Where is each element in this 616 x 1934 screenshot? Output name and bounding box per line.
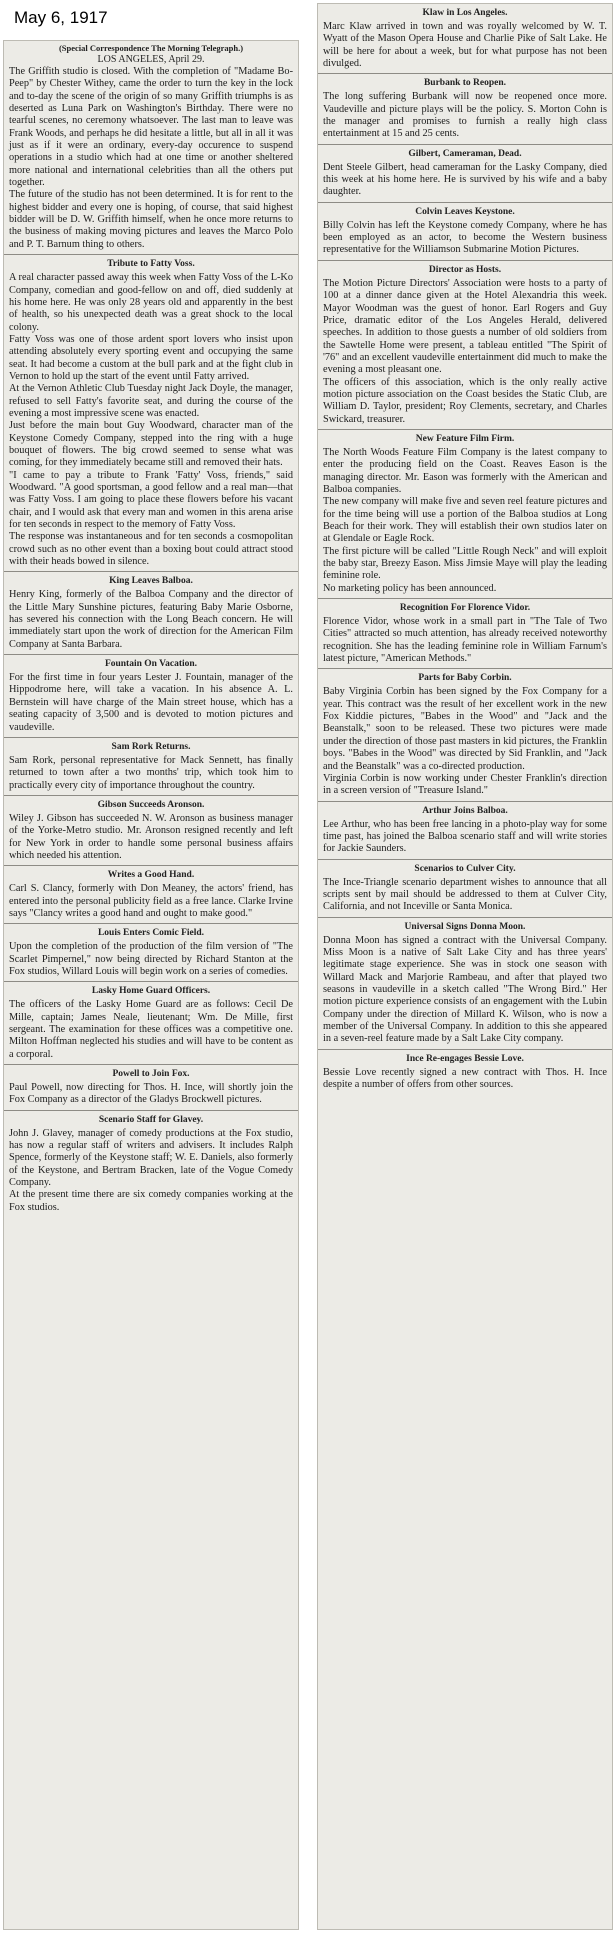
article-body	[9, 813, 293, 862]
article-northwoods	[318, 430, 612, 599]
paragraph: Florence Vidor, whose work in a small part in "The Tale of Two Cities" attracted so much attention, has already received noteworthy recognition. She has the leading feminine role in William Farnum's latest picture, "American Methods."	[323, 616, 607, 665]
article-headline: Powell to Join Fox.	[112, 1069, 190, 1080]
paragraph: The new company will make five and seven reel feature pictures and for the time being will use a portion of the Balboa studios at Long Beach for their work. They will establish their own studios later on at Glendale or Eagle Rock.	[323, 496, 607, 545]
article-headline: King Leaves Balboa.	[109, 576, 193, 587]
article-klaw	[318, 4, 612, 74]
article-headline: Gilbert, Cameraman, Dead.	[408, 148, 522, 159]
dateline: LOS ANGELES, April 29.	[97, 54, 205, 65]
page-date: May 6, 1917	[14, 8, 108, 27]
article-headline: Recognition For Florence Vidor.	[399, 603, 531, 614]
paragraph: A real character passed away this week when Fatty Voss of the L-Ko Company, comedian and good-fellow on and off, died suddenly at his home here. He was only 28 years old and apparently in the best of health, so his unexpected death was a great shock to the local colony.	[9, 272, 293, 333]
paragraph: Donna Moon has signed a contract with the Universal Company. Miss Moon is a native of Salt Lake City and has three years' legitimate stage experience. She was in stock one season with Willard Mack and Marjorie Rambeau, and after that played two seasons in vaudeville in a sketch called "The Wrong Bird." Her motion picture experience consists of an engagement with the Lubin Company under the direction of Millard K. Wilson, who is now a member of the Universal Company. In addition to this she appeared in a seven-reel feature made by a Salt Lake City company.	[323, 934, 607, 1045]
article-body	[323, 278, 607, 426]
article-powell	[4, 1065, 298, 1111]
article-headline: Colvin Leaves Keystone.	[415, 206, 515, 217]
article-arthur	[318, 802, 612, 860]
paragraph: Dent Steele Gilbert, head cameraman for the Lasky Company, died this week at his home here. He is survived by his wife and a baby daughter.	[323, 161, 607, 198]
article-body	[9, 272, 293, 568]
paragraph: The officers of the Lasky Home Guard are as follows: Cecil De Mille, captain; James Neale, lieutenant; Wm. De Mille, first sergeant. The examination for these offices was a competitive one. Milton Hoffman neglected his studies and will have to be content as a corporal.	[9, 999, 293, 1060]
article-moon	[318, 918, 612, 1050]
article-body	[323, 162, 607, 199]
paragraph: Baby Virginia Corbin has been signed by the Fox Company for a year. This contract was the result of her excellent work in the new Fox Kiddie pictures, "Babes in the Wood" and "Jack and the Beanstalk," soon to be released. These two pictures were made under the direction of those past masters in kid pictures, the Franklin boys. "Babes in the Wood" was directed by Sid Franklin, and "Jack and the Beanstalk" was a co-directed production.	[323, 686, 607, 772]
article-headline: Parts for Baby Corbin.	[418, 673, 512, 684]
paragraph: Sam Rork, personal representative for Mack Sennett, has finally returned to town after a two months' trip, which took him to practically every city of importance throughout the country.	[9, 754, 293, 791]
article-body	[9, 589, 293, 651]
paragraph: The officers of this association, which is the only really active motion picture association on the Coast besides the Static Club, are William D. Taylor, president; Roy Clements, secretary, and Charles Swickard, treasurer.	[323, 376, 607, 425]
paragraph: The Ince-Triangle scenario department wishes to announce that all scripts sent by mail should be addressed to them at Culver City, California, and not Inceville or Santa Monica.	[323, 876, 607, 913]
article-body	[323, 91, 607, 140]
article-body	[9, 999, 293, 1061]
article-body	[9, 755, 293, 792]
paragraph: Just before the main bout Guy Woodward, character man of the Keystone Comedy Company, stepped into the ring with a huge bouquet of flowers. The big crowd seemed to sense what was coming, for they immediately became still and removed their hats.	[9, 420, 293, 469]
article-headline: Scenarios to Culver City.	[414, 863, 516, 874]
article-headline: Director as Hosts.	[428, 264, 502, 275]
paragraph: Henry King, formerly of the Balboa Company and the director of the Little Mary Sunshine pictures, featuring Baby Marie Osborne, has severed his connection with the Long Beach concern. He will immediately start upon the work of direction for the American Film Company at Santa Barbara.	[9, 589, 293, 650]
article-headline: Scenario Staff for Glavey.	[98, 1114, 204, 1125]
right-column	[317, 3, 613, 1930]
article-clancy	[4, 866, 298, 924]
paragraph: Bessie Love recently signed a new contract with Thos. H. Ince despite a number of offers from other sources.	[323, 1066, 607, 1091]
paragraph: At the Vernon Athletic Club Tuesday night Jack Doyle, the manager, refused to sell Fatty's favorite seat, and during the course of the evening a most impressive scene was enacted.	[9, 383, 293, 419]
paragraph: Carl S. Clancy, formerly with Don Meaney, the actors' friend, has entered into the personal publicity field as a free lance. Clarke Irvine says "Clancy writes a good hand and ought to make good."	[9, 883, 293, 919]
article-directors	[318, 261, 612, 430]
article-griffith	[4, 41, 298, 255]
article-body	[9, 883, 293, 920]
article-headline: Ince Re-engages Bessie Love.	[406, 1053, 524, 1064]
article-burbank	[318, 74, 612, 144]
article-headline: Writes a Good Hand.	[107, 870, 195, 881]
article-body	[323, 447, 607, 595]
article-headline: Tribute to Fatty Voss.	[107, 259, 195, 270]
article-body	[323, 935, 607, 1046]
article-glavey	[4, 1111, 298, 1217]
article-fatty-voss	[4, 255, 298, 572]
paragraph: The long suffering Burbank will now be reopened once more. Vaudeville and picture plays will be the policy. S. Morton Cohn is the manager and promises to furnish a really high class entertainment at 15 and 25 cents.	[323, 91, 607, 140]
paragraph: The response was instantaneous and for ten seconds a cosmopolitan crowd such as no other event than a boxing bout could attract stood with their heads bowed in silence.	[9, 531, 293, 568]
paragraph: For the first time in four years Lester J. Fountain, manager of the Hippodrome here, will take a vacation. In his absence A. L. Bernstein will have charge of the Main street house, which has a seating capacity of 3,500 and is devoted to motion pictures and vaudeville.	[9, 672, 293, 733]
article-headline: New Feature Film Firm.	[415, 433, 515, 444]
paragraph: The North Woods Feature Film Company is the latest company to enter the producing field on the Coast. Reaves Eason is the managing director. Mr. Eason was formerly with the American and Balboa companies.	[323, 446, 607, 495]
paragraph: Paul Powell, now directing for Thos. H. Ince, will shortly join the Fox Company as a director of the Gladys Brockwell pictures.	[9, 1082, 293, 1106]
paragraph: The Motion Picture Directors' Association were hosts to a party of 100 at a dinner dance given at the Hotel Alexandria this week. Mayor Woodman was the guest of honor. Earl Rogers and Guy Price, dramatic editor of the Los Angeles Herald, delivered speeches. In addition to those guests a number of old soldiers from the Sawtelle Home were present, a tableau entitled "The Spirit of '76" and an excellent vaudeville entertainment did much to make the evening a most pleasant one.	[323, 277, 607, 376]
article-headline: Fountain On Vacation.	[104, 659, 198, 670]
paragraph: Marc Klaw arrived in town and was royally welcomed by W. T. Wyatt of the Mason Opera House and Charlie Pike of Salt Lake. He will be here for about a week, but for what purpose has not been divulged.	[323, 21, 607, 70]
paragraph: The future of the studio has not been determined. It is for rent to the highest bidder and every one is hoping, of course, that said highest bidder will be D. W. Griffith himself, when he once more returns to the business of making moving pictures and leaves the Marco Polo and P. T. Barnum thing to others.	[9, 189, 293, 250]
article-rork	[4, 738, 298, 796]
article-headline: Arthur Joins Balboa.	[422, 805, 508, 816]
paragraph: Wiley J. Gibson has succeeded N. W. Aronson as business manager of the Yorke-Metro studio. Mr. Aronson resigned recently and left for New York in order to handle some personal business affairs which needed his attention.	[9, 812, 293, 861]
article-headline: Klaw in Los Angeles.	[422, 8, 508, 18]
paragraph: No marketing policy has been announced.	[323, 582, 497, 594]
paragraph: Virginia Corbin is now working under Chester Franklin's direction in a screen version of "Treasure Island."	[323, 772, 607, 797]
article-body	[9, 66, 293, 251]
article-body	[9, 1082, 293, 1107]
article-gibson	[4, 796, 298, 866]
article-headline: Burbank to Reopen.	[423, 78, 507, 89]
article-vidor	[318, 599, 612, 669]
article-body	[9, 1128, 293, 1214]
paragraph: The Griffith studio is closed. With the completion of "Madame Bo-Peep" by Chester Withey, came the order to turn the key in the lock and to-day the scene of the origin of so many Griffith triumphs is as deserted as Luna Park on Washington's Birthday. There were no tearful scenes, no ceremony whatsoever. The last man to leave was Frank Woods, and perhaps he did hesitate a little, but all in all it was just as if it were an ordinary, every-day occurence to suspend operations in a studio which had at one time or another sheltered more national and international celebrities than all the others put together.	[9, 66, 293, 189]
article-gilbert	[318, 145, 612, 203]
article-body	[323, 616, 607, 665]
article-lasky-guard	[4, 982, 298, 1065]
article-body	[9, 672, 293, 734]
article-fountain	[4, 655, 298, 738]
article-love	[318, 1050, 612, 1095]
article-body	[323, 686, 607, 797]
article-headline: Universal Signs Donna Moon.	[404, 921, 526, 932]
article-headline: Lasky Home Guard Officers.	[91, 986, 211, 997]
article-headline: Louis Enters Comic Field.	[97, 928, 205, 939]
paragraph: Lee Arthur, who has been free lancing in a photo-play way for some time past, has joined the Balboa scenario staff and will write stories for Jackie Saunders.	[323, 818, 607, 855]
correspondence-line: (Special Correspondence The Morning Telegraph.)	[58, 43, 244, 53]
article-body	[323, 21, 607, 70]
article-body	[323, 819, 607, 856]
article-headline: Sam Rork Returns.	[111, 741, 191, 752]
left-column	[3, 40, 299, 1930]
article-colvin	[318, 203, 612, 261]
article-louis	[4, 924, 298, 982]
article-corbin	[318, 669, 612, 801]
article-body	[323, 877, 607, 914]
paragraph: At the present time there are six comedy companies working at the Fox studios.	[9, 1189, 293, 1213]
paragraph: Billy Colvin has left the Keystone comedy Company, where he has been employed as an actor, to become the Western business representative for the Williamson Submarine Motion Pictures.	[323, 219, 607, 256]
paragraph: Fatty Voss was one of those ardent sport lovers who insist upon attending absolutely every sporting event and occupying the same seat. It had become a custom at the bull park and at the fight club in Vernon to hold up the start of the event until Fatty arrived.	[9, 333, 293, 382]
article-body	[9, 941, 293, 978]
article-culver	[318, 860, 612, 918]
paragraph: John J. Glavey, manager of comedy productions at the Fox studio, has now a regular staff of writers and advisers. It includes Ralph Spence, formerly of the Keystone staff; W. E. Daniels, also formerly of the Keystone, and Bertram Bracken, late of the Vogue Comedy Company.	[9, 1127, 293, 1189]
paragraph: Upon the completion of the production of the film version of "The Scarlet Pimpernel," now being directed by Richard Stanton at the Fox studios, Willard Louis will begin work on a series of comedies.	[9, 941, 293, 977]
paragraph: The first picture will be called "Little Rough Neck" and will exploit the baby star, Breezy Eason. Miss Jimsie Maye will play the leading feminine role.	[323, 545, 607, 582]
article-king	[4, 572, 298, 655]
article-headline: Gibson Succeeds Aronson.	[97, 799, 205, 810]
article-body	[323, 220, 607, 257]
article-body	[323, 1067, 607, 1092]
paragraph: "I came to pay a tribute to Frank 'Fatty' Voss, friends," said Woodward. "A good sportsman, a good fellow and a real man—that was Fatty Voss. I am going to place these flowers before his vacant chair, and I would ask that every man and women in this arena arise for ten seconds in respect to the memory of Fatty Voss.	[9, 469, 293, 531]
